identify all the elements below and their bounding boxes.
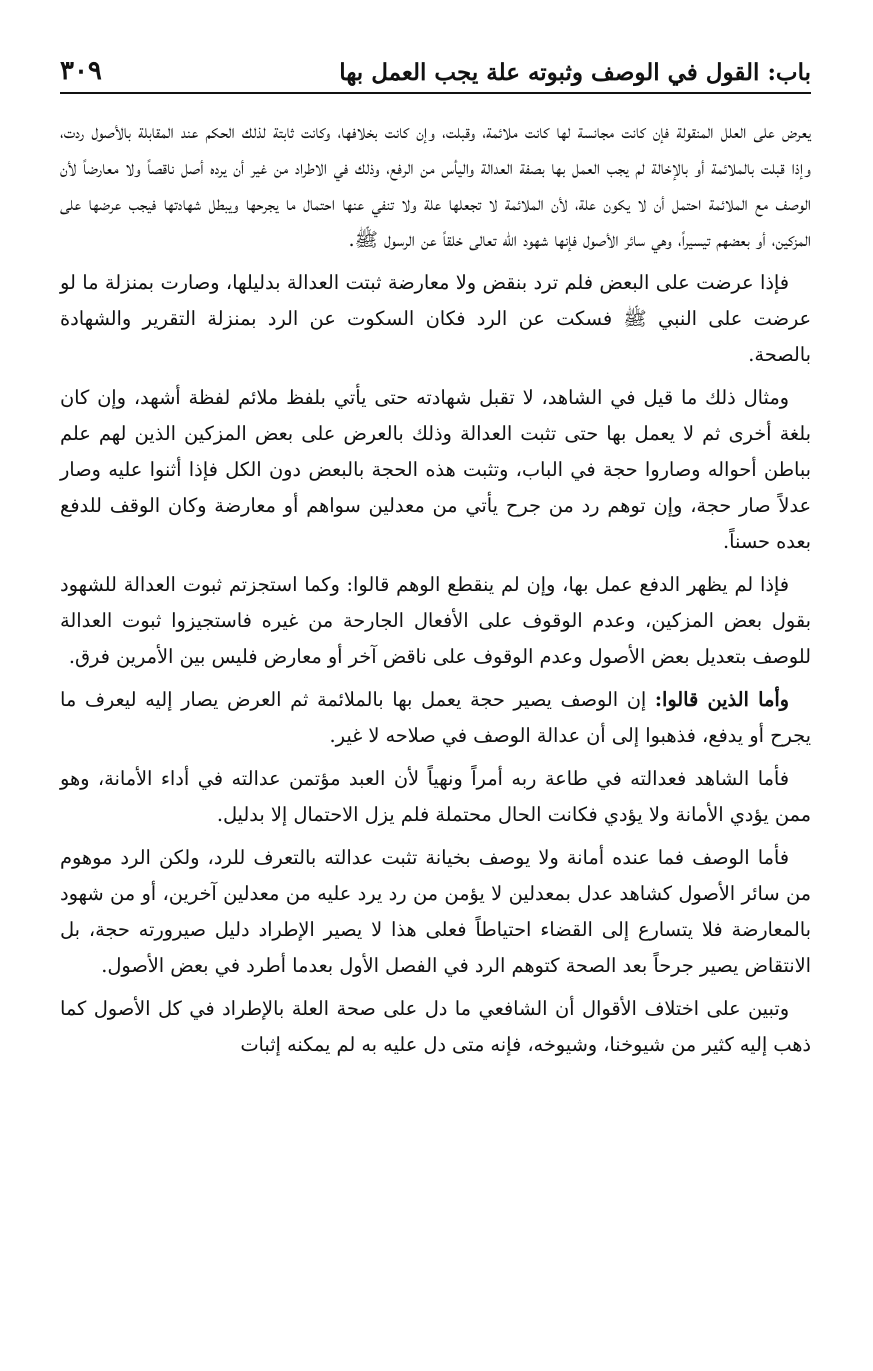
paragraph-text: يعرض على العلل المنقولة فإن كانت مجانسة لها كانت ملائمة، وقبلت، وإن كانت بخلافها، وكانت ثابتة لذلك الحكم عند المقابلة بالأصول ردت، وإذا قبلت بالملائمة أو بالإخالة لم يجب العمل بها بصفة العدالة واليأس من الرفع، وذلك في الاطراد من غير أن يرده أصل ناقصاً ولا معارضاً لأن الوصف مع الملائمة احتمل أن لا يكون علة، لأن الملائمة لا تجعلها علة ولا تنفي عنها احتمال ما يجرحها ويبطل شهادتها فيجب عرضها على المزكين، أو بعضهم تيسيراً، وهي سائر الأصول فإنها شهود الله تعالى خلقاً عن الرسول ﷺ. <box>60 120 811 251</box>
paragraph <box>60 567 811 676</box>
paragraph-text: وتبين على اختلاف الأقوال أن الشافعي ما دل على صحة العلة بالإطراد في كل الأصول كما ذهب إليه كثير من شيوخنا، وشيوخه، فإنه متى دل عليه به لم يمكنه إثبات <box>60 997 811 1056</box>
page-number: ٣٠٩ <box>60 56 102 86</box>
paragraph-lead: وأما الذين قالوا: <box>654 688 789 711</box>
paragraph-text: فأما الشاهد فعدالته في طاعة ربه أمراً ونهياً لأن العبد مؤتمن عدالته في أداء الأمانة، وهو ممن يؤدي الأمانة ولا يؤدي فكانت الحال محتملة فلم يزل الاحتمال إلا بدليل. <box>60 767 811 826</box>
paragraph <box>60 682 811 755</box>
paragraph-text: فإذا لم يظهر الدفع عمل بها، وإن لم ينقطع الوهم قالوا: وكما استجزتم ثبوت العدالة للشهود بقول بعض المزكين، وعدم الوقوف على الأفعال الجارحة من غيره فاستجيزوا ثبوت العدالة للوصف بتعديل بعض الأصول وعدم الوقوف على ناقض آخر أو معارض فليس بين الأمرين فرق. <box>60 573 811 668</box>
paragraph <box>60 761 811 834</box>
paragraph <box>60 380 811 561</box>
paragraph <box>60 840 811 985</box>
paragraph-text: إن الوصف يصير حجة يعمل بها بالملائمة ثم العرض يصار إليه ليعرف ما يجرح أو يدفع، فذهبوا إلى أن عدالة الوصف في صلاحه لا غير. <box>60 688 811 747</box>
paragraph-text: فأما الوصف فما عنده أمانة ولا يوصف بخيانة تثبت عدالته بالتعرف للرد، ولكن الرد موهوم من سائر الأصول كشاهد عدل بمعدلين لا يؤمن من رد يرد عليه من معدلين آخرين، أو من شهود بالمعارضة فلا يتسارع إلى القضاء احتياطاً فعلى هذا لا يصير الإطراد دليل صيرورته حجة، بل الانتقاض يصير جرحاً بعد الصحة كتوهم الرد في الفصل الأول بعدما أطرد في بعض الأصول. <box>60 846 811 977</box>
paragraph <box>60 265 811 374</box>
chapter-title: باب: القول في الوصف وثبوته علة يجب العمل بها <box>339 59 811 86</box>
paragraph-text: فإذا عرضت على البعض فلم ترد بنقض ولا معارضة ثبتت العدالة بدليلها، وصارت بمنزلة ما لو عرضت على النبي ﷺ فسكت عن الرد فكان السكوت عن الرد بمنزلة التقرير والشهادة بالصحة. <box>60 271 811 366</box>
running-header <box>60 52 811 94</box>
paragraph <box>60 991 811 1064</box>
paragraph-text: ومثال ذلك ما قيل في الشاهد، لا تقبل شهادته حتى يأتي بلفظ ملائم لفظة أشهد، وإن كان بلغة أخرى ثم لا يعمل بها حتى تثبت العدالة وذلك بالعرض على بعض المزكين الذين لهم علم بباطن أحواله وصاروا حجة في الباب، وتثبت هذه الحجة بالبعض دون الكل فإذا أثنوا عليه وصار عدلاً صار حجة، وإن توهم رد من جرح يأتي من معدلين سواهم أو معارضة وكان الوقف للدفع بعده حسناً. <box>60 386 811 553</box>
paragraph <box>60 114 811 259</box>
